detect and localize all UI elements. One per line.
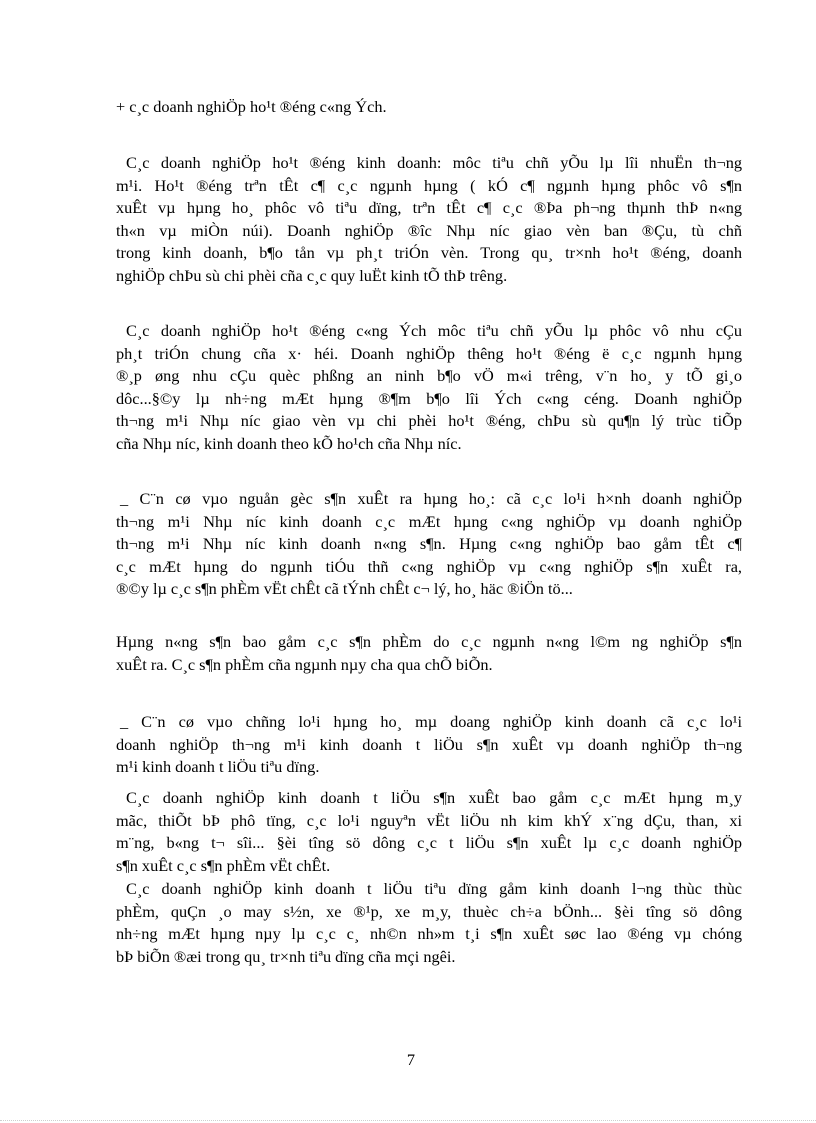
paragraph-line: doanh nghiÖp th¬ng m¹i kinh doanh t liÖu s¶n xuÊt vµ doanh nghiÖp th¬ng: [116, 734, 742, 754]
paragraph-7: [116, 787, 742, 877]
paragraph-line: s¶n xuÊt c¸c s¶n phÈm vËt chÊt.: [116, 855, 331, 875]
paragraph-line: th¬ng m¹i Nhµ níc kinh doanh c¸c mÆt hµng c«ng nghiÖp vµ doanh nghiÖp: [116, 511, 742, 531]
paragraph-line: phÈm, quÇn ¸o may s½n, xe ®¹p, xe m¸y, thuèc ch÷a bÖnh... §èi tîng sö dông: [116, 901, 742, 921]
paragraph-4: [116, 488, 742, 601]
paragraph-line: + c¸c doanh nghiÖp ho¹t ®éng c«ng Ých.: [116, 97, 387, 116]
paragraph-line: m¨ng, b«ng t¬ sîi... §èi tîng sö dông c¸c t liÖu s¶n xuÊt lµ c¸c doanh nghiÖp: [116, 833, 742, 853]
paragraph-line: c¸c mÆt hµng do ngµnh tiÓu thñ c«ng nghiÖp vµ c«ng nghiÖp s¶n xuÊt ra,: [116, 556, 742, 576]
paragraph-line: m¹i kinh doanh t liÖu tiªu dïng.: [116, 757, 320, 777]
page-bottom-divider: [0, 1120, 816, 1121]
paragraph-line: _ C¨n cø vµo nguån gèc s¶n xuÊt ra hµng ho¸: cã c¸c lo¹i h×nh doanh nghiÖp: [120, 489, 742, 508]
paragraph-line: xuÊt vµ hµng ho¸ phôc vô tiªu dïng, trªn tÊt c¶ c¸c ®Þa ph¬ng thµnh thÞ n«ng: [116, 198, 742, 218]
paragraph-line: C¸c doanh nghiÖp ho¹t ®éng c«ng Ých môc tiªu chñ yÕu lµ phôc vô nhu cÇu: [126, 321, 742, 340]
paragraph-line: th«n vµ miÒn núi). Doanh nghiÖp ®îc Nhµ níc giao vèn ban ®Çu, tù chñ: [116, 220, 742, 240]
paragraph-line: trong kinh doanh, b¶o tån vµ ph¸t triÓn vèn. Trong qu¸ tr×nh ho¹t ®éng, doanh: [116, 243, 742, 263]
paragraph-line: m¹i. Ho¹t ®éng trªn tÊt c¶ c¸c ngµnh hµng ( kÓ c¶ ngµnh hµng phôc vô s¶n: [116, 175, 742, 195]
paragraph-3: [116, 320, 742, 456]
paragraph-8: [116, 878, 742, 968]
paragraph-1: [116, 96, 742, 119]
paragraph-line: th¬ng m¹i Nhµ níc kinh doanh n«ng s¶n. Hµng c«ng nghiÖp bao gåm tÊt c¶: [116, 534, 742, 554]
paragraph-line: _ C¨n cø vµo chñng lo¹i hµng ho¸ mµ doang nghiÖp kinh doanh cã c¸c lo¹i: [120, 712, 742, 731]
paragraph-line: th¬ng m¹i Nhµ níc giao vèn vµ chi phèi ho¹t ®éng, chÞu sù qu¶n lý trùc tiÕp: [116, 411, 742, 431]
page-number: 7: [406, 1050, 416, 1069]
paragraph-line: cña Nhµ níc, kinh doanh theo kÕ ho¹ch cña Nhµ níc.: [116, 433, 462, 453]
paragraph-line: C¸c doanh nghiÖp kinh doanh t liÖu tiªu dïng gåm kinh doanh l¬ng thùc thùc: [126, 879, 742, 898]
paragraph-6: [116, 711, 742, 779]
paragraph-line: Hµng n«ng s¶n bao gåm c¸c s¶n phÈm do c¸c ngµnh n«ng l©m ng nghiÖp s¶n: [116, 632, 742, 651]
paragraph-line: xuÊt ra. C¸c s¶n phÈm cña ngµnh nµy cha qua chÕ biÕn.: [116, 654, 493, 674]
paragraph-line: ®©y lµ c¸c s¶n phÈm vËt chÊt cã tÝnh chÊt c¬ lý, ho¸ häc ®iÖn tö...: [116, 579, 573, 599]
paragraph-line: ®¸p øng nhu cÇu quèc phßng an ninh b¶o vÖ m«i trêng, v¨n ho¸ y tÕ gi¸o: [116, 366, 742, 386]
paragraph-line: nghiÖp chÞu sù chi phèi cña c¸c quy luËt kinh tÕ thÞ trêng.: [116, 265, 508, 285]
paragraph-line: dôc...§©y lµ nh÷ng mÆt hµng ®¶m b¶o lîi Ých c«ng céng. Doanh nghiÖp: [116, 388, 742, 408]
paragraph-line: nh÷ng mÆt hµng nµy lµ c¸c c¸ nh©n nh»m t¸i s¶n xuÊt søc lao ®éng vµ chóng: [116, 924, 742, 944]
paragraph-line: bÞ biÕn ®æi trong qu¸ tr×nh tiªu dïng cña mçi ngêi.: [116, 946, 456, 966]
paragraph-line: mãc, thiÕt bÞ phô tïng, c¸c lo¹i nguyªn vËt liÖu nh kim khÝ x¨ng dÇu, than, xi: [116, 810, 742, 830]
paragraph-line: C¸c doanh nghiÖp kinh doanh t liÖu s¶n xuÊt bao gåm c¸c mÆt hµng m¸y: [126, 788, 742, 807]
paragraph-2: [116, 152, 742, 288]
paragraph-5: [116, 631, 742, 676]
paragraph-line: C¸c doanh nghiÖp ho¹t ®éng kinh doanh: môc tiªu chñ yÕu lµ lîi nhuËn th¬ng: [126, 153, 742, 172]
paragraph-line: ph¸t triÓn chung cña x· héi. Doanh nghiÖp thêng ho¹t ®éng ë c¸c ngµnh hµng: [116, 343, 742, 363]
